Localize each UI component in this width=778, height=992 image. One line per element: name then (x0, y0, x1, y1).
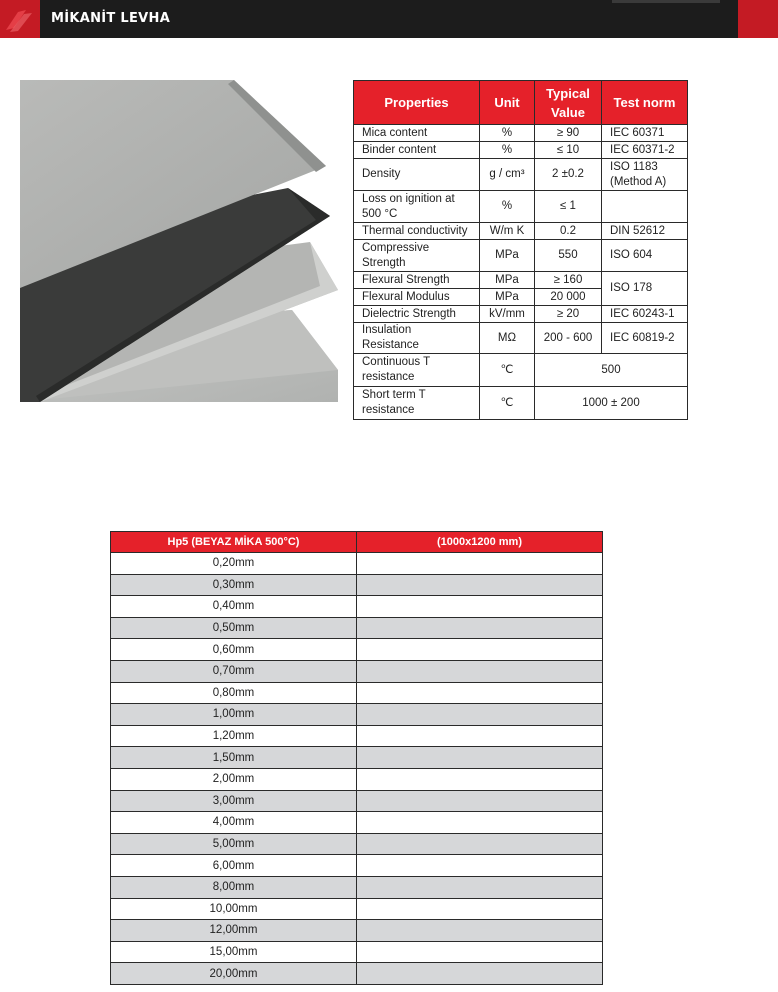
empty-cell (357, 596, 603, 618)
property-norm: IEC 60819-2 (602, 323, 688, 354)
table-row (354, 191, 688, 223)
thickness-value: 3,00mm (111, 790, 357, 812)
property-unit: g / cm³ (480, 159, 535, 191)
table-row (354, 159, 688, 191)
table-row (111, 898, 603, 920)
empty-cell (357, 920, 603, 942)
thickness-value: 0,40mm (111, 596, 357, 618)
property-name: Density (354, 159, 480, 191)
thickness-value: 1,00mm (111, 704, 357, 726)
table-row (111, 833, 603, 855)
property-norm (602, 191, 688, 223)
property-value: ≥ 20 (535, 306, 602, 323)
header-dimension: (1000x1200 mm) (357, 532, 603, 553)
property-value: ≤ 10 (535, 142, 602, 159)
property-value: 2 ±0.2 (535, 159, 602, 191)
thickness-value: 20,00mm (111, 963, 357, 985)
empty-cell (357, 617, 603, 639)
property-unit: MPa (480, 240, 535, 272)
empty-cell (357, 963, 603, 985)
empty-cell (357, 553, 603, 575)
properties-table (353, 80, 688, 420)
table-row (111, 790, 603, 812)
thickness-value: 12,00mm (111, 920, 357, 942)
properties-header-row (354, 81, 688, 125)
table-row (354, 125, 688, 142)
empty-cell (357, 790, 603, 812)
empty-cell (357, 833, 603, 855)
table-row (111, 963, 603, 985)
thickness-value: 2,00mm (111, 768, 357, 790)
table-row (111, 639, 603, 661)
header-grade: Hp5 (BEYAZ MİKA 500°C) (111, 532, 357, 553)
empty-cell (357, 574, 603, 596)
thickness-value: 0,50mm (111, 617, 357, 639)
empty-cell (357, 855, 603, 877)
header-accent (738, 0, 778, 38)
table-row (111, 747, 603, 769)
empty-cell (357, 682, 603, 704)
table-row (111, 553, 603, 575)
property-name: Flexural Strength (354, 272, 480, 289)
table-row (354, 240, 688, 272)
property-norm: ISO 604 (602, 240, 688, 272)
empty-cell (357, 747, 603, 769)
thickness-value: 4,00mm (111, 812, 357, 834)
property-norm: IEC 60371-2 (602, 142, 688, 159)
table-row (111, 660, 603, 682)
thickness-value: 1,50mm (111, 747, 357, 769)
thickness-value: 8,00mm (111, 876, 357, 898)
table-row (354, 142, 688, 159)
table-row (111, 768, 603, 790)
property-value: 0.2 (535, 223, 602, 240)
empty-cell (357, 639, 603, 661)
property-name: Insulation Resistance (354, 323, 480, 354)
header-properties: Properties (354, 81, 480, 125)
empty-cell (357, 876, 603, 898)
header-decoration (612, 0, 720, 3)
property-value: 20 000 (535, 289, 602, 306)
property-value: 1000 ± 200 (535, 387, 688, 420)
table-row (111, 574, 603, 596)
thickness-table (110, 531, 603, 985)
property-unit: MPa (480, 272, 535, 289)
property-unit: MΩ (480, 323, 535, 354)
table-row (111, 855, 603, 877)
table-row (111, 704, 603, 726)
thickness-value: 0,20mm (111, 553, 357, 575)
thickness-value: 0,70mm (111, 660, 357, 682)
property-value: 500 (535, 354, 688, 387)
property-norm: DIN 52612 (602, 223, 688, 240)
property-value: 200 - 600 (535, 323, 602, 354)
property-unit: % (480, 191, 535, 223)
table-row (354, 306, 688, 323)
property-name: Short term T resistance (354, 387, 480, 420)
property-value: ≥ 90 (535, 125, 602, 142)
property-norm: ISO 178 (602, 272, 688, 306)
property-value: ≤ 1 (535, 191, 602, 223)
thickness-value: 0,80mm (111, 682, 357, 704)
empty-cell (357, 812, 603, 834)
header-unit: Unit (480, 81, 535, 125)
thickness-value: 0,60mm (111, 639, 357, 661)
header-bar (0, 0, 778, 38)
property-name: Mica content (354, 125, 480, 142)
property-norm: ISO 1183 (Method A) (602, 159, 688, 191)
property-name: Binder content (354, 142, 480, 159)
thickness-value: 10,00mm (111, 898, 357, 920)
property-name: Continuous T resistance (354, 354, 480, 387)
empty-cell (357, 898, 603, 920)
table-row (111, 876, 603, 898)
property-value: ≥ 160 (535, 272, 602, 289)
property-name: Compressive Strength (354, 240, 480, 272)
table-row (354, 387, 688, 420)
empty-cell (357, 768, 603, 790)
property-unit: % (480, 125, 535, 142)
empty-cell (357, 941, 603, 963)
thickness-value: 5,00mm (111, 833, 357, 855)
empty-cell (357, 704, 603, 726)
table-row (111, 682, 603, 704)
property-name: Flexural Modulus (354, 289, 480, 306)
thickness-value: 0,30mm (111, 574, 357, 596)
property-norm: IEC 60243-1 (602, 306, 688, 323)
brand-swoosh-icon (4, 4, 36, 34)
property-unit: ℃ (480, 387, 535, 420)
header-test-norm: Test norm (602, 81, 688, 125)
header-typical-value: Typical Value (535, 81, 602, 125)
thickness-value: 1,20mm (111, 725, 357, 747)
property-name: Thermal conductivity (354, 223, 480, 240)
table-row (354, 223, 688, 240)
mica-sheets-image (20, 80, 338, 402)
table-row (111, 920, 603, 942)
property-name: Dielectric Strength (354, 306, 480, 323)
table-row (354, 354, 688, 387)
empty-cell (357, 725, 603, 747)
page-title: MİKANİT LEVHA (51, 11, 171, 26)
table-row (111, 725, 603, 747)
property-name: Loss on ignition at 500 °C (354, 191, 480, 223)
table-row (111, 596, 603, 618)
thickness-value: 6,00mm (111, 855, 357, 877)
thickness-value: 15,00mm (111, 941, 357, 963)
table-row (354, 323, 688, 354)
thickness-header-row (111, 532, 603, 553)
empty-cell (357, 660, 603, 682)
property-unit: MPa (480, 289, 535, 306)
table-row (111, 617, 603, 639)
property-unit: W/m K (480, 223, 535, 240)
property-unit: kV/mm (480, 306, 535, 323)
brand-block (0, 0, 40, 38)
property-unit: % (480, 142, 535, 159)
property-value: 550 (535, 240, 602, 272)
property-unit: ℃ (480, 354, 535, 387)
table-row (354, 272, 688, 289)
property-norm: IEC 60371 (602, 125, 688, 142)
table-row (111, 812, 603, 834)
table-row (111, 941, 603, 963)
